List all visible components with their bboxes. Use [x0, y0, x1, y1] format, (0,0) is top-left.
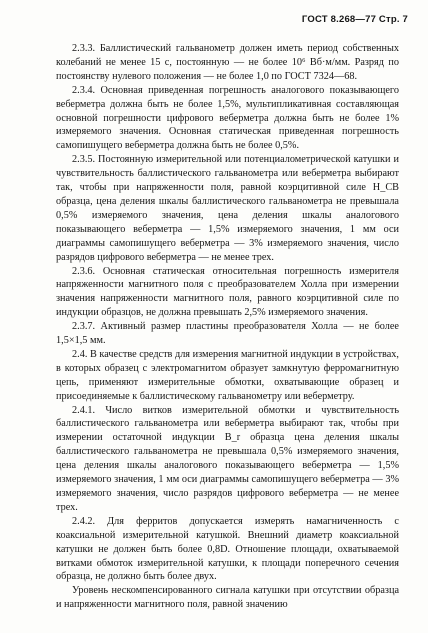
paragraph-2-3-3: 2.3.3. Баллистический гальванометр должен иметь период собственных колебаний не менее 15 с, постоянную — не более 10⁶ Вб·м/мм. Разряд по постоянству нулевого положения — не более 1,0 по ГОСТ 7324—68. [56, 43, 399, 82]
paragraph-2-3-4: 2.3.4. Основная приведенная погрешность аналогового показывающего веберметра должна быть не более 1,5%, мультипликативная составляющая основной погрешности цифрового веберметра должна быть не более 1% измеряемого значения. Основная статическая приведенная погрешность самопишущего веберметра должна быть не более 0,5%. [56, 84, 399, 152]
page-header: ГОСТ 8.268—77 Стр. 7 [301, 14, 408, 25]
document-body [56, 42, 399, 612]
paragraph-2-4-2: 2.4.2. Для ферритов допускается измерять намагниченность с коаксиальной измерительной катушкой. Внешний диаметр коаксиальной катушки не должен быть более 0,8D. Отношение площади, охватываемой витками обмоток измерительной катушки, к площади поперечного сечения образца, не должно быть более двух. [56, 515, 399, 583]
paragraph-2-4: 2.4. В качестве средств для измерения магнитной индукции в устройствах, в которых образец с электромагнитом образует замкнутую ферромагнитную цепь, применяют измерительные обмотки, охватывающие образец и присоединяемые к баллистическому гальванометру или веберметру. [56, 348, 399, 402]
paragraph-continuation: Уровень нескомпенсированного сигнала катушки при отсутствии образца и напряженности магнитного поля, равной значению [56, 585, 399, 611]
paragraph-2-3-7: 2.3.7. Активный размер пластины преобразователя Холла — не более 1,5×1,5 мм. [56, 321, 399, 347]
paragraph-2-3-6: 2.3.6. Основная статическая относительная погрешность измерителя напряженности магнитного поля с преобразователем Холла при измерении значения напряженности магнитного поля, равного коэрцитивной силе по индукции образцов, не должна превышать 2,5% измеряемого значения. [56, 265, 399, 319]
paragraph-2-3-5: 2.3.5. Постоянную измерительной или потенциалометрической катушки и чувствительность баллистического гальванометра или веберметра выбирают так, чтобы при напряженности поля, равной коэрцитивной силе H_CB образца, цена деления шкалы баллистического гальванометра не превышала 0,5% измеряемого значения, цена деления шкалы аналогового показывающего веберметра — 1,5% измеряемого значения, 1 мм оси диаграммы самопишущего веберметра — 3% измеряемого значения, число разрядов цифрового веберметра — не менее трех. [56, 154, 399, 263]
paragraph-2-4-1: 2.4.1. Число витков измерительной обмотки и чувствительность баллистического гальванометра или веберметра выбирают так, чтобы при измерении остаточной индукции B_r образца цена деления шкалы баллистического гальванометра не превышала 0,5% измеряемого значения, цена деления шкалы аналогового показывающего веберметра — 1,5% измеряемого значения, 1 мм оси диаграммы самопишущего веберметра — 3% измеряемого значения, число разрядов цифрового веберметра — не менее трех. [56, 404, 399, 513]
